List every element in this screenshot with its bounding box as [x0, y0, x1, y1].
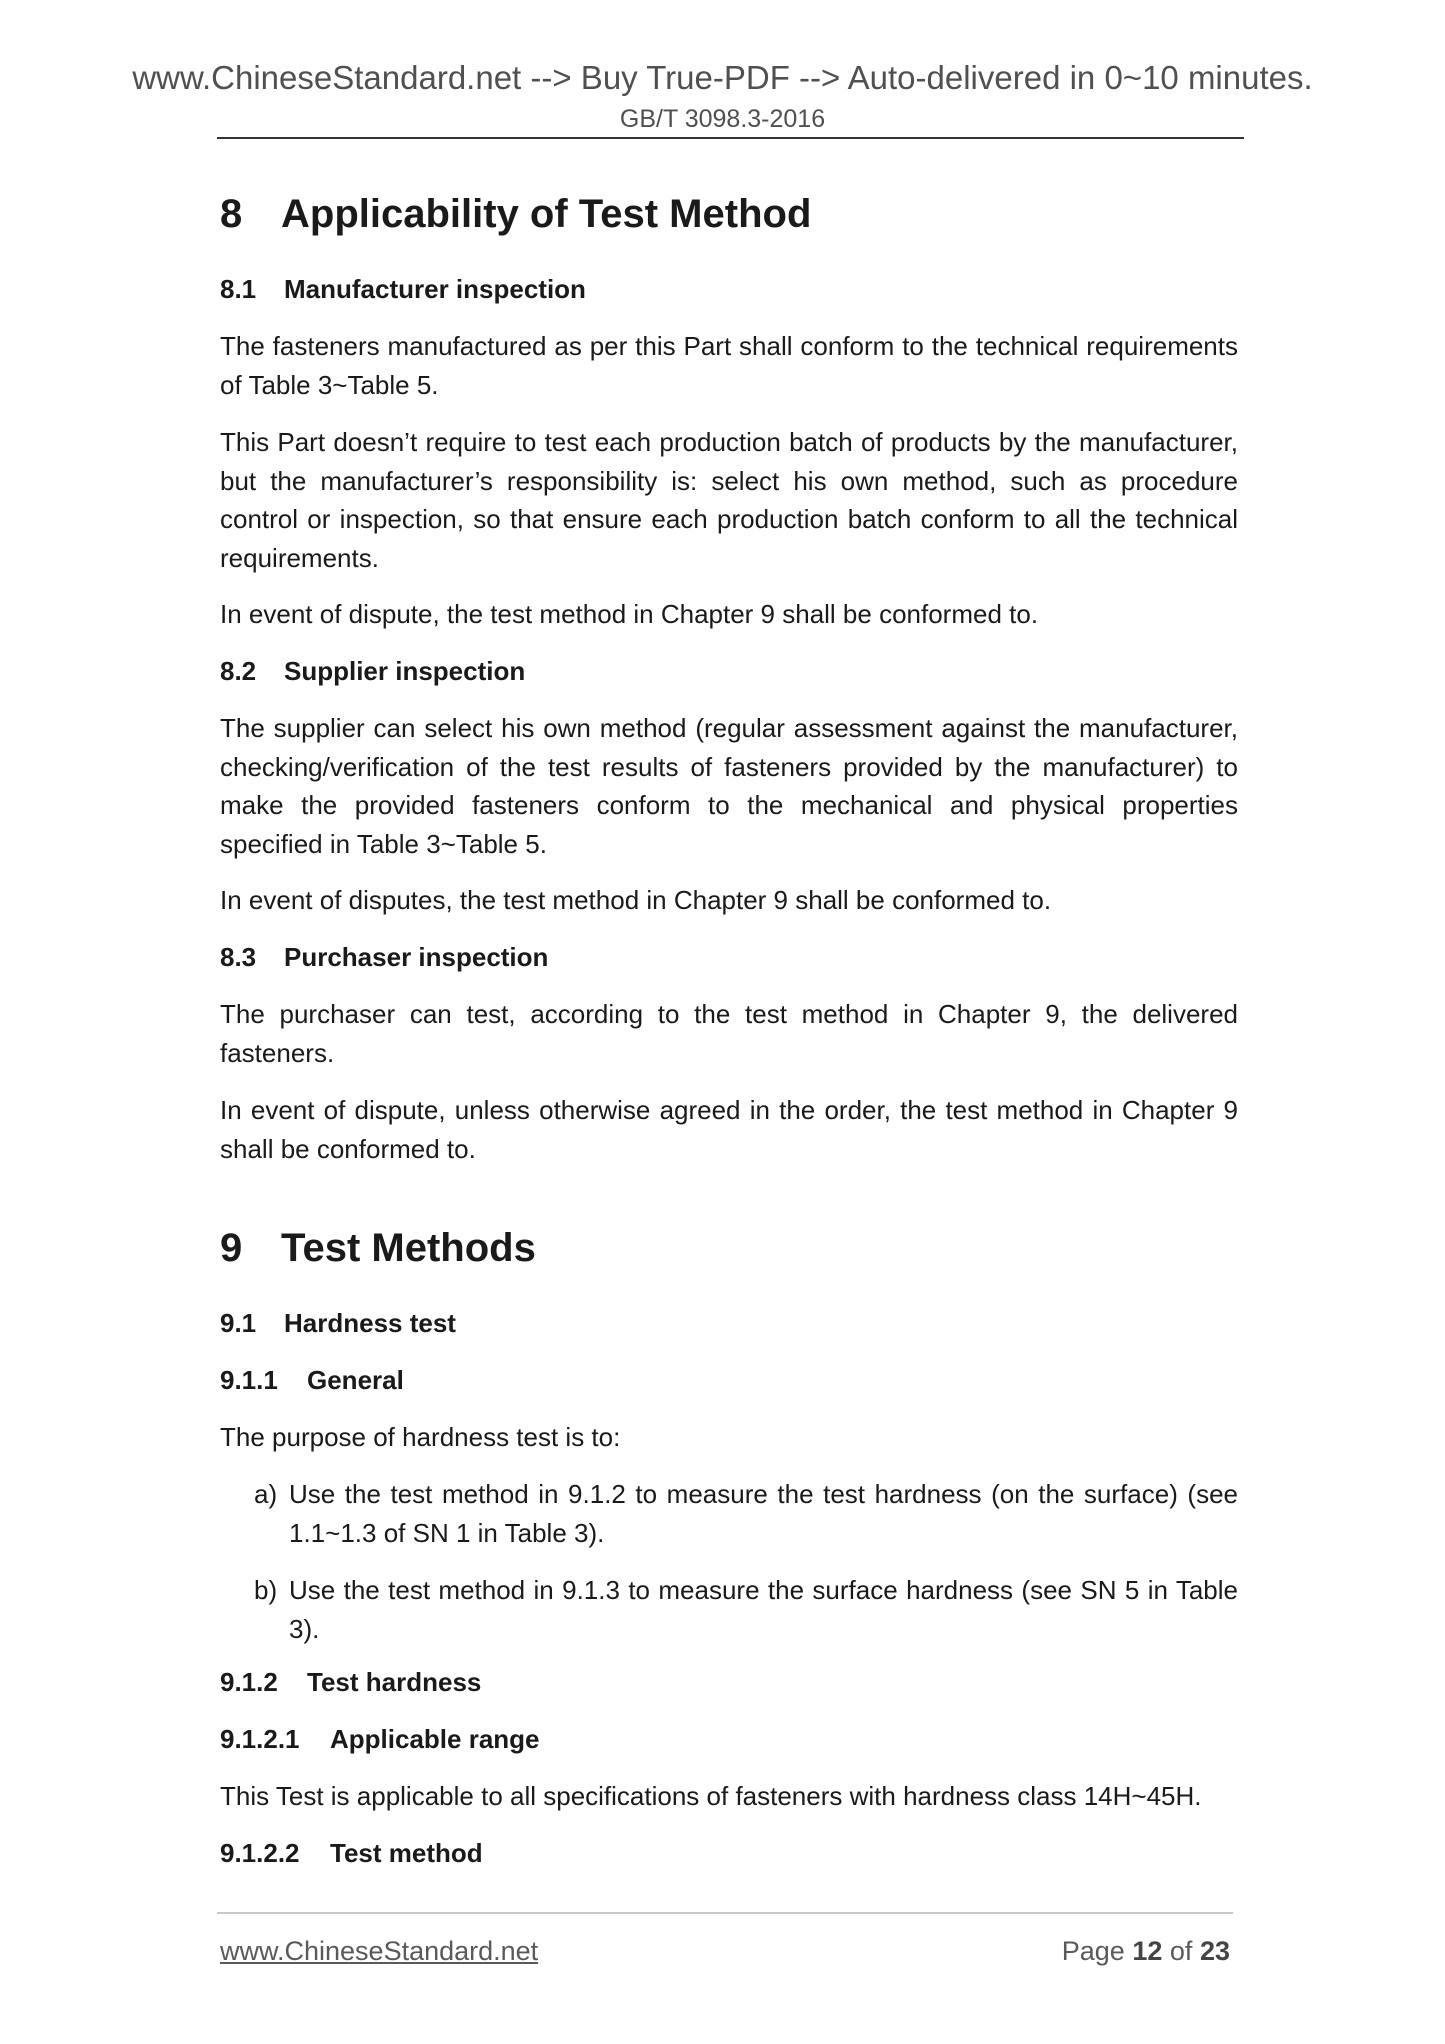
section-heading-9-1-2-1	[220, 1723, 540, 1755]
chapter-heading-8	[220, 190, 811, 238]
section-number: 9.1.2.1	[220, 1724, 300, 1754]
paragraph: This Part doesn’t require to test each production batch of products by the manufacturer, but the manufacturer’s responsibility is: select his own method, such as procedure control or inspection, so that ensure each production batch conform to all the technical requirements.	[220, 427, 1238, 573]
list-text: Use the test method in 9.1.2 to measure the test hardness (on the surface) (see 1.1~1.3 of SN 1 in Table 3).	[289, 1479, 1238, 1548]
section-heading-8-3	[220, 941, 548, 973]
section-number: 8.3	[220, 942, 257, 972]
section-heading-9-1	[220, 1307, 456, 1339]
page-label: Page	[1061, 1936, 1125, 1966]
section-title: Test method	[330, 1838, 483, 1868]
section-title: Supplier inspection	[284, 656, 526, 686]
section-number: 9.1.2	[220, 1667, 278, 1697]
section-title: Test hardness	[307, 1667, 482, 1697]
paragraph: In event of dispute, unless otherwise agreed in the order, the test method in Chapter 9 shall be conformed to.	[220, 1095, 1238, 1164]
chapter-title: Test Methods	[281, 1226, 536, 1270]
footer-website-link[interactable]: www.ChineseStandard.net	[220, 1936, 539, 1966]
section-heading-9-1-2-2	[220, 1837, 483, 1869]
list-marker: b)	[254, 1575, 278, 1605]
standard-code: GB/T 3098.3-2016	[619, 105, 826, 133]
section-title: Hardness test	[284, 1308, 456, 1338]
list-marker: a)	[254, 1479, 278, 1509]
page-total: 23	[1199, 1936, 1230, 1966]
section-number: 8.2	[220, 656, 257, 686]
section-title: Manufacturer inspection	[284, 274, 586, 304]
page-current: 12	[1132, 1936, 1163, 1966]
section-heading-9-1-2	[220, 1666, 481, 1698]
list-item	[254, 1571, 1238, 1648]
chapter-heading-9	[220, 1224, 536, 1272]
section-title: Applicable range	[330, 1724, 540, 1754]
section-title: General	[307, 1365, 404, 1395]
paragraph: This Test is applicable to all specifications of fasteners with hardness class 14H~45H.	[220, 1781, 1202, 1811]
section-title: Purchaser inspection	[284, 942, 549, 972]
paragraph: In event of dispute, the test method in Chapter 9 shall be conformed to.	[220, 599, 1039, 629]
paragraph: The purchaser can test, according to the test method in Chapter 9, the delivered fasteners.	[220, 999, 1238, 1068]
section-number: 9.1.1	[220, 1365, 278, 1395]
chapter-title: Applicability of Test Method	[281, 192, 812, 236]
chapter-number: 9	[220, 1226, 243, 1270]
footer-rule	[217, 1912, 1233, 1914]
chapter-number: 8	[220, 192, 243, 236]
section-number: 9.1.2.2	[220, 1838, 300, 1868]
list-item	[254, 1475, 1238, 1552]
section-heading-9-1-1	[220, 1364, 404, 1396]
paragraph: In event of disputes, the test method in Chapter 9 shall be conformed to.	[220, 885, 1052, 915]
paragraph: The supplier can select his own method (regular assessment against the manufacturer, checking/verification of the test results of fasteners provided by the manufacturer) to make the provided fasteners conform to the mechanical and physical properties specified in Table 3~Table 5.	[220, 713, 1238, 859]
header-rule	[217, 137, 1244, 139]
paragraph: The fasteners manufactured as per this Part shall conform to the technical requirements of Table 3~Table 5.	[220, 331, 1238, 400]
page-indicator	[1062, 1934, 1230, 1968]
paragraph: The purpose of hardness test is to:	[220, 1422, 621, 1452]
header-banner: www.ChineseStandard.net --> Buy True-PDF --> Auto-delivered in 0~10 minutes.	[132, 59, 1313, 96]
section-heading-8-1	[220, 273, 586, 305]
list-text: Use the test method in 9.1.3 to measure the surface hardness (see SN 5 in Table 3).	[289, 1575, 1238, 1644]
section-heading-8-2	[220, 655, 525, 687]
page-of: of	[1169, 1936, 1193, 1966]
section-number: 8.1	[220, 274, 257, 304]
section-number: 9.1	[220, 1308, 257, 1338]
